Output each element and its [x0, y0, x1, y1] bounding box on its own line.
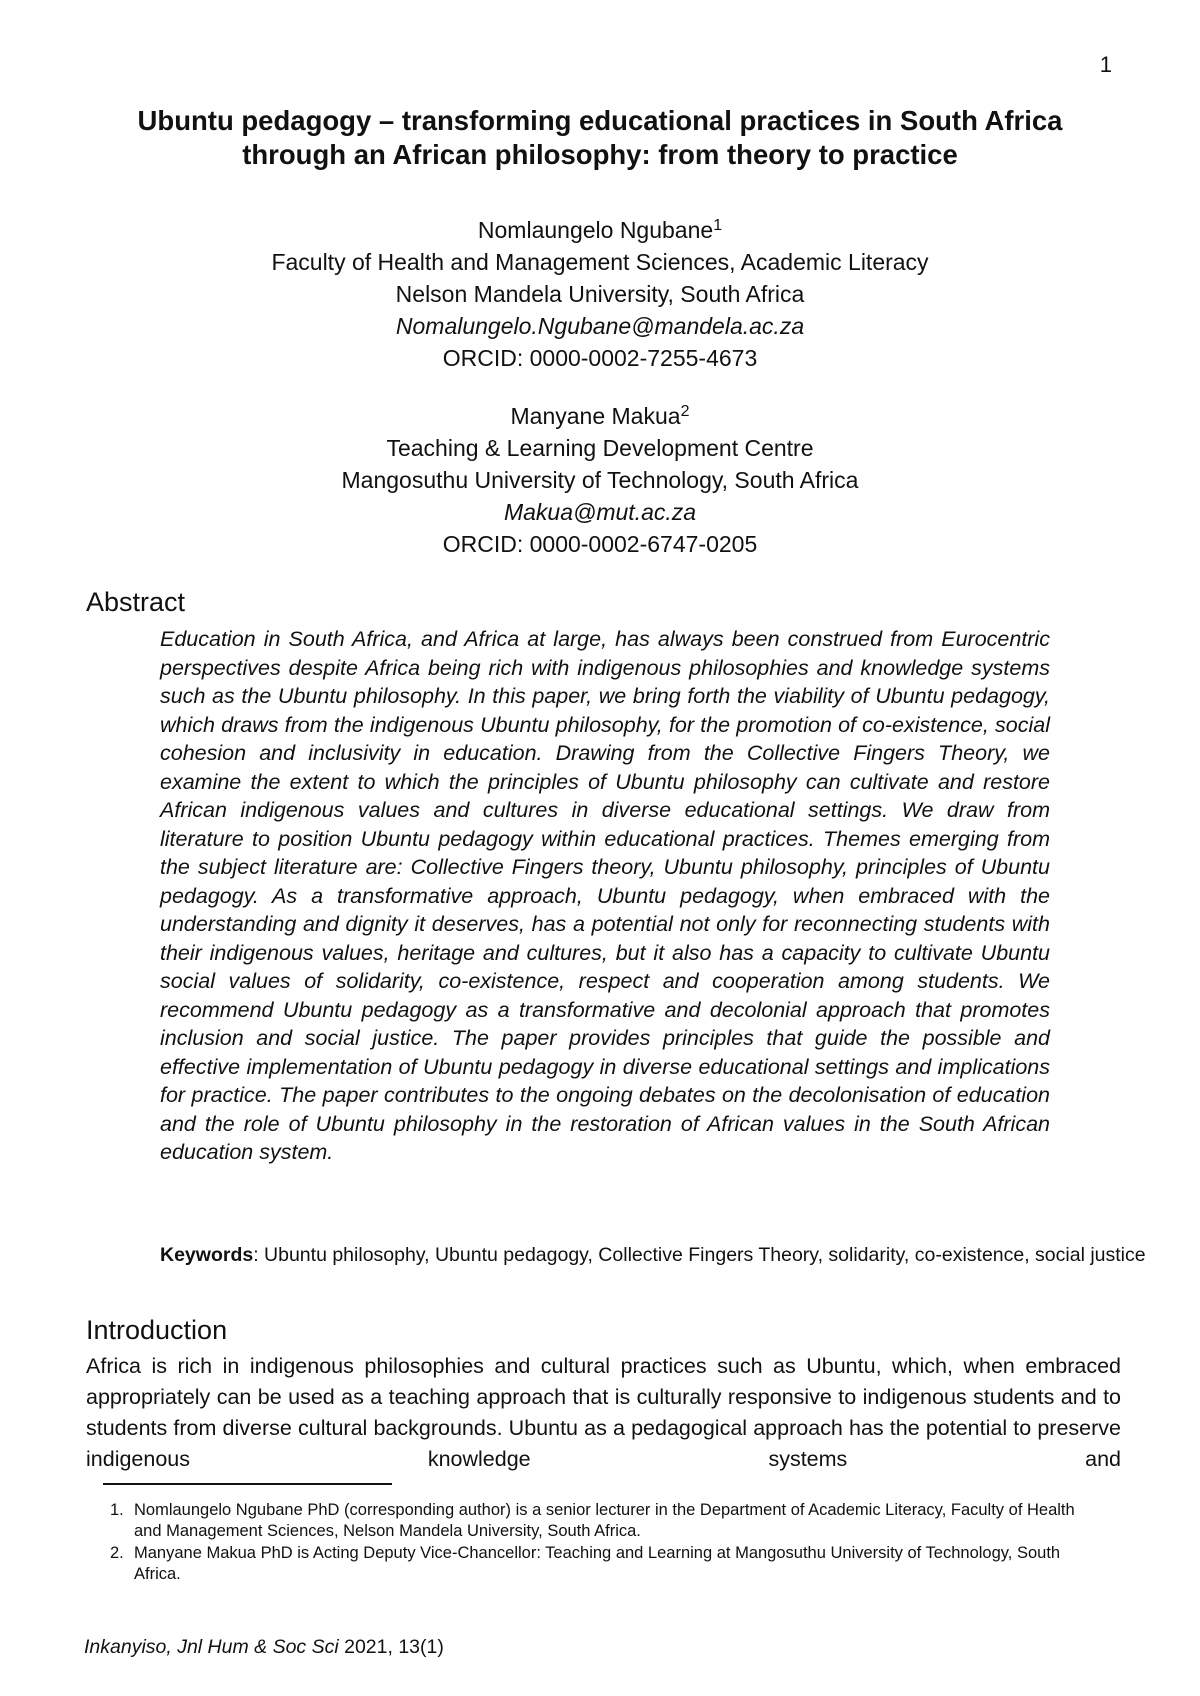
paper-title: [60, 104, 1140, 172]
introduction-text: Africa is rich in indigenous philosophies and cultural practices such as Ubuntu, which, when embraced appropriately can be used as a teaching approach that is culturally responsive to indigenous students and to students from diverse cultural backgrounds. Ubuntu as a pedagogical approach has the potential to preserve indigenous knowledge systems and: [86, 1354, 1121, 1471]
footnote-text: Nomlaungelo Ngubane PhD (corresponding author) is a senior lecturer in the Department of Academic Literacy, Faculty of Health and Management Sciences, Nelson Mandela University, South Africa.: [134, 1501, 1075, 1540]
journal-issue: 2021, 13(1): [338, 1636, 444, 1658]
abstract-heading: Abstract: [86, 587, 186, 617]
author-institution: Mangosuthu University of Technology, South Africa: [341, 467, 859, 493]
keywords-list: : Ubuntu philosophy, Ubuntu pedagogy, Collective Fingers Theory, solidarity, co-existence, social justice: [253, 1244, 1146, 1266]
footnotes: [110, 1500, 1100, 1586]
journal-name: Inkanyiso, Jnl Hum & Soc Sci: [84, 1636, 339, 1658]
footnote-number: 2.: [110, 1544, 124, 1562]
footnote-divider: [103, 1483, 392, 1485]
author-institution: Nelson Mandela University, South Africa: [395, 281, 805, 307]
author-footnote-marker: 1: [713, 217, 723, 234]
author-footnote-marker: 2: [680, 403, 690, 420]
title-line-1: Ubuntu pedagogy – transforming educational practices in South Africa: [137, 105, 1063, 136]
footnote-text: Manyane Makua PhD is Acting Deputy Vice-Chancellor: Teaching and Learning at Mangosuthu University of Technology, South Africa.: [134, 1544, 1061, 1583]
title-line-2: through an African philosophy: from theory to practice: [242, 139, 958, 170]
author-orcid: ORCID: 0000-0002-6747-0205: [442, 531, 758, 557]
author-email[interactable]: Nomalungelo.Ngubane@mandela.ac.za: [395, 313, 805, 339]
author-name: [100, 400, 1100, 432]
author-email[interactable]: Makua@mut.ac.za: [503, 499, 697, 525]
author-name-text: Manyane Makua: [510, 403, 681, 429]
author-orcid: ORCID: 0000-0002-7255-4673: [442, 345, 758, 371]
keywords-label: Keywords: [160, 1244, 254, 1266]
page-number: 1: [1099, 52, 1112, 77]
introduction-heading: Introduction: [86, 1315, 228, 1345]
footnote-number: 1.: [110, 1501, 124, 1519]
journal-footer: [84, 1636, 444, 1659]
abstract-text: Education in South Africa, and Africa at large, has always been construed from Eurocentric perspectives despite Africa being rich with indigenous philosophies and knowledge systems such as the Ubuntu philosophy. In this paper, we bring forth the viability of Ubuntu pedagogy, which draws from the indigenous Ubuntu philosophy, for the promotion of co-existence, social cohesion and inclusivity in education. Drawing from the Collective Fingers Theory, we examine the extent to which the principles of Ubuntu philosophy can cultivate and restore African indigenous values and cultures in diverse educational settings. We draw from literature to position Ubuntu pedagogy within educational practices. Themes emerging from the subject literature are: Collective Fingers theory, Ubuntu philosophy, principles of Ubuntu pedagogy. As a transformative approach, Ubuntu pedagogy, when embraced with the understanding and dignity it deserves, has a potential not only for reconnecting students with their indigenous values, heritage and cultures, but it also has a capacity to cultivate Ubuntu social values of solidarity, co-existence, respect and cooperation among students. We recommend Ubuntu pedagogy as a transformative and decolonial approach that promotes inclusion and social justice. The paper provides principles that guide the possible and effective implementation of Ubuntu pedagogy in diverse educational settings and implications for practice. The paper contributes to the ongoing debates on the decolonisation of education and the role of Ubuntu philosophy in the restoration of African values in the South African education system.: [160, 627, 1050, 1164]
author-name: [100, 214, 1100, 246]
author-block-2: [100, 400, 1100, 560]
footnote: [110, 1500, 1100, 1541]
author-block-1: [100, 214, 1100, 374]
author-affiliation: Faculty of Health and Management Sciences, Academic Literacy: [271, 249, 929, 275]
author-affiliation: Teaching & Learning Development Centre: [386, 435, 814, 461]
keywords: [160, 1242, 1148, 1268]
author-name-text: Nomlaungelo Ngubane: [477, 217, 714, 243]
footnote: [110, 1543, 1100, 1584]
